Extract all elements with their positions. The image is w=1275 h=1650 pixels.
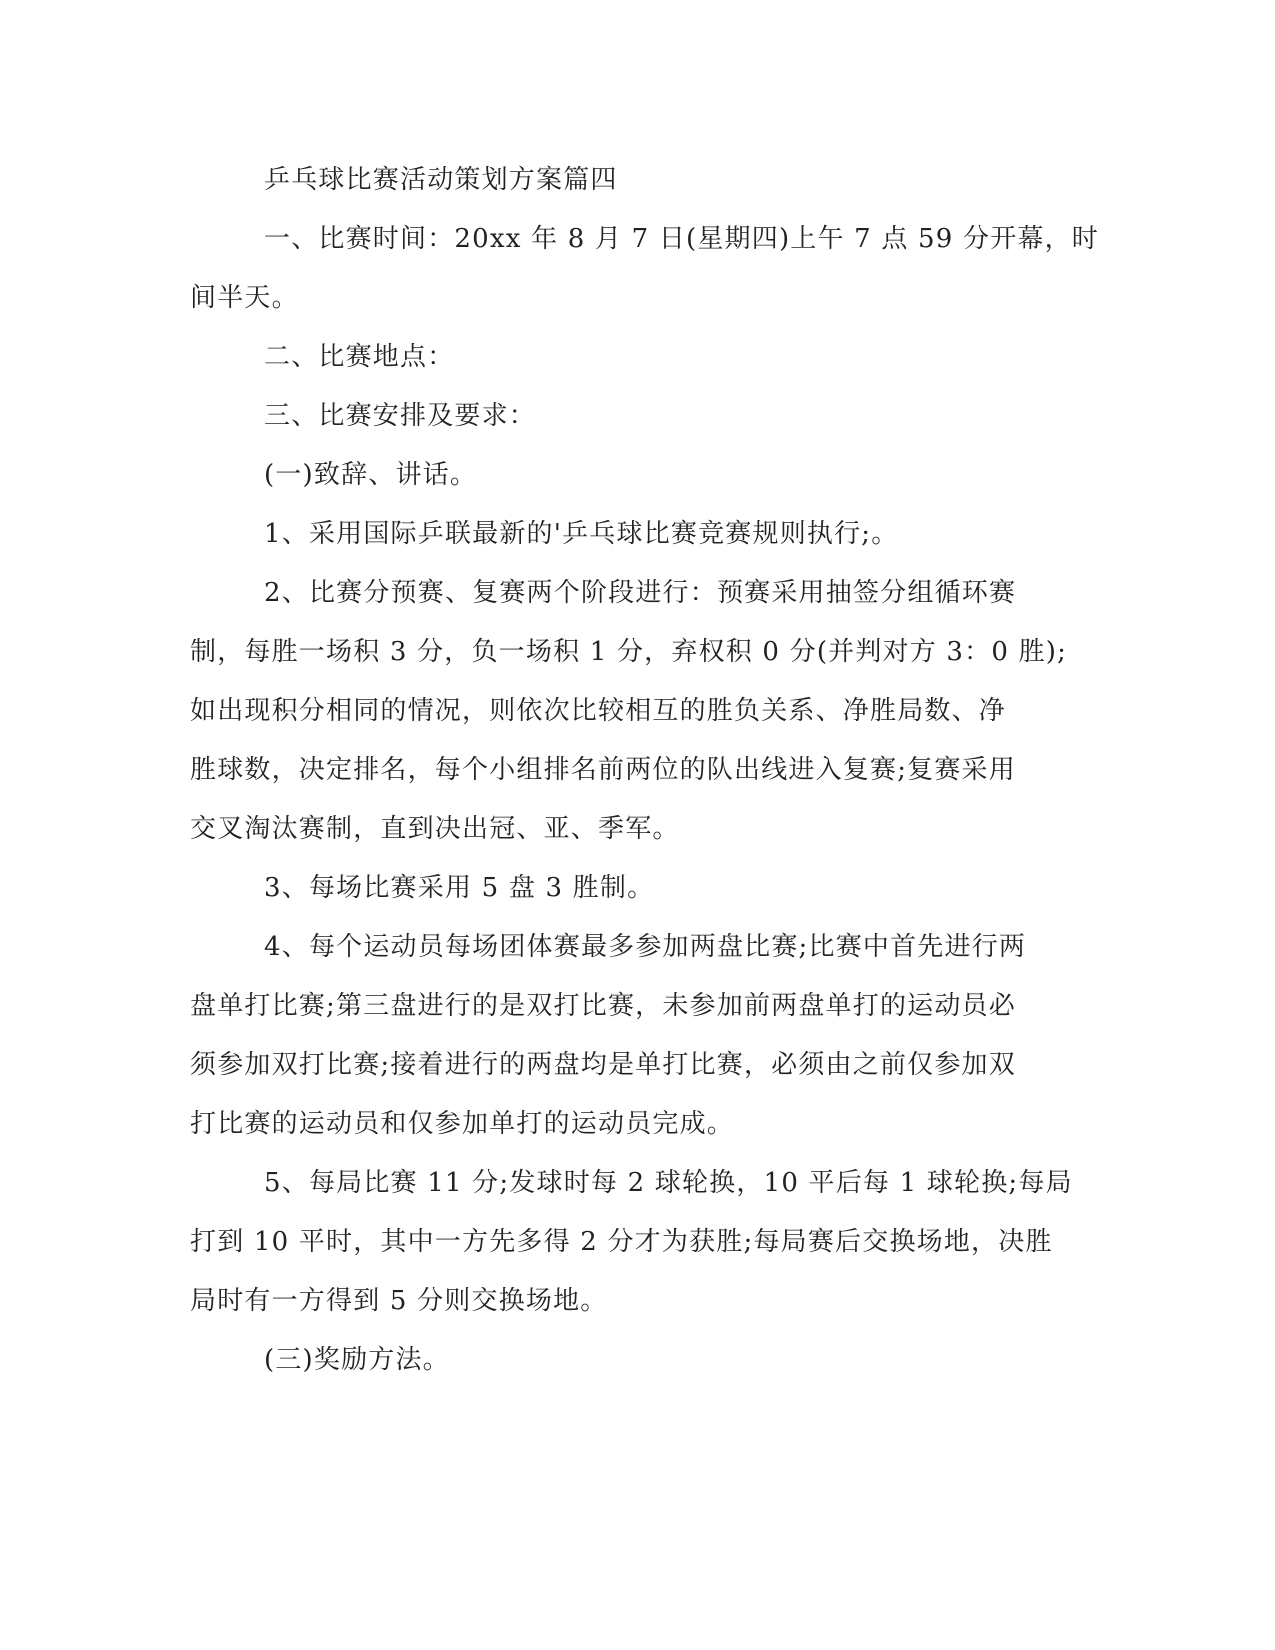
paragraph-line: 1、采用国际乒联最新的'乒乓球比赛竞赛规则执行;。 bbox=[264, 519, 899, 549]
paragraph-line: 间半天。 bbox=[190, 283, 299, 313]
paragraph-line: 交叉淘汰赛制，直到决出冠、亚、季军。 bbox=[190, 814, 680, 844]
paragraph-line: (三)奖励方法。 bbox=[264, 1345, 450, 1375]
paragraph-line: 局时有一方得到 5 分则交换场地。 bbox=[190, 1286, 608, 1316]
paragraph-line: (一)致辞、讲话。 bbox=[264, 460, 478, 490]
paragraph-line: 3、每场比赛采用 5 盘 3 胜制。 bbox=[264, 873, 655, 903]
paragraph-line: 5、每局比赛 11 分;发球时每 2 球轮换，10 平后每 1 球轮换;每局 bbox=[264, 1168, 1073, 1198]
paragraph-line: 4、每个运动员每场团体赛最多参加两盘比赛;比赛中首先进行两 bbox=[264, 932, 1027, 962]
paragraph-line: 盘单打比赛;第三盘进行的是双打比赛，未参加前两盘单打的运动员必 bbox=[190, 991, 1016, 1021]
paragraph-line: 2、比赛分预赛、复赛两个阶段进行：预赛采用抽签分组循环赛 bbox=[264, 578, 1017, 608]
document-title: 乒乓球比赛活动策划方案篇四 bbox=[264, 165, 618, 195]
paragraph-line: 胜球数，决定排名，每个小组排名前两位的队出线进入复赛;复赛采用 bbox=[190, 755, 1016, 785]
paragraph-line: 三、比赛安排及要求： bbox=[264, 401, 537, 431]
paragraph-line: 打到 10 平时，其中一方先多得 2 分才为获胜;每局赛后交换场地，决胜 bbox=[190, 1227, 1053, 1257]
paragraph-line: 打比赛的运动员和仅参加单打的运动员完成。 bbox=[190, 1109, 735, 1139]
paragraph-line: 一、比赛时间：20xx 年 8 月 7 日(星期四)上午 7 点 59 分开幕，时 bbox=[264, 224, 1099, 254]
paragraph-line: 如出现积分相同的情况，则依次比较相互的胜负关系、净胜局数、净 bbox=[190, 696, 1007, 726]
paragraph-line: 二、比赛地点： bbox=[264, 342, 455, 372]
paragraph-line: 制，每胜一场积 3 分，负一场积 1 分，弃权积 0 分(并判对方 3：0 胜); bbox=[190, 637, 1068, 667]
paragraph-line: 须参加双打比赛;接着进行的两盘均是单打比赛，必须由之前仅参加双 bbox=[190, 1050, 1016, 1080]
